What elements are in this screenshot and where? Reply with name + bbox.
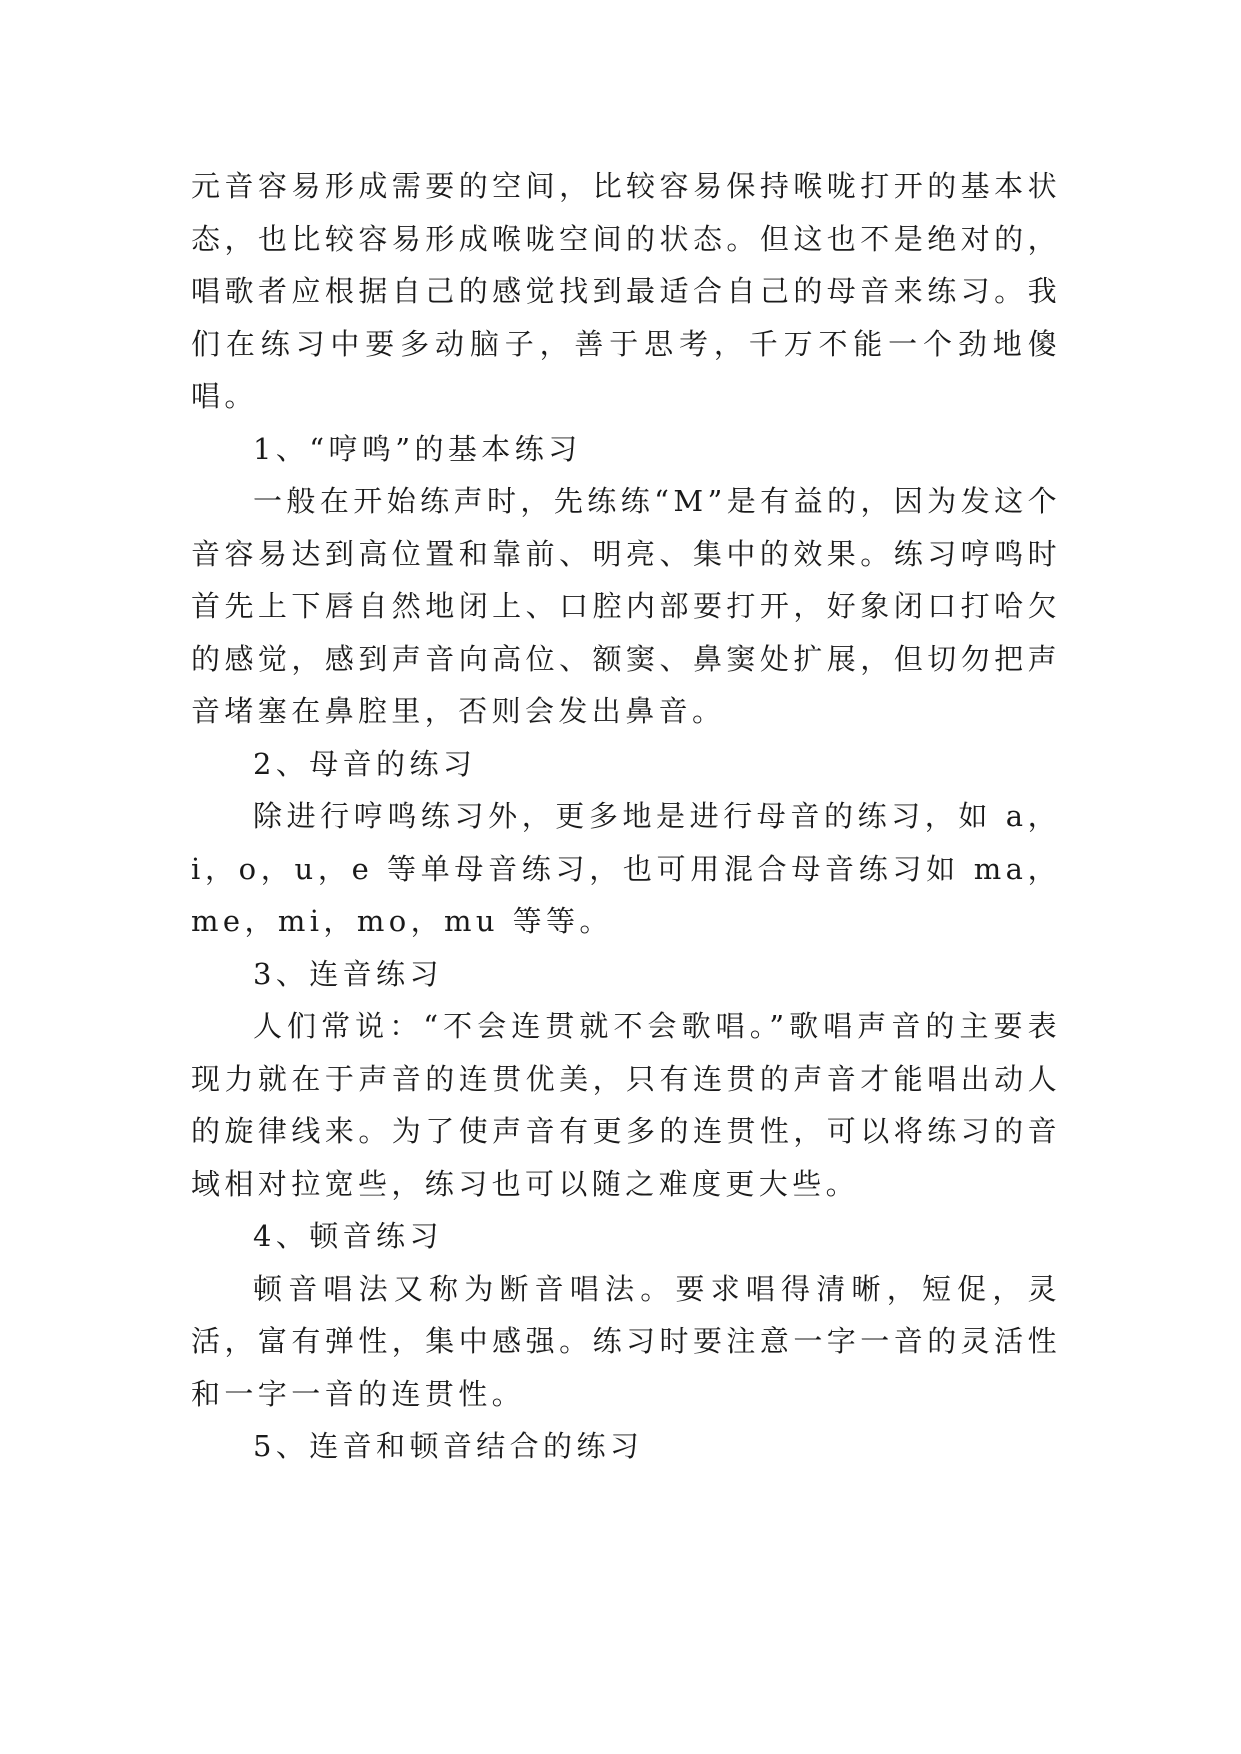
section-heading-vowels: 2、母音的练习	[253, 746, 477, 781]
document-body	[191, 160, 1061, 1473]
section-heading-humming: 1、“哼鸣”的基本练习	[253, 431, 582, 466]
paragraph-legato: 人们常说：“不会连贯就不会歌唱。”歌唱声音的主要表现力就在于声音的连贯优美，只有连贯的声音才能唱出动人的旋律线来。为了使声音有更多的连贯性，可以将练习的音域相对拉宽些，练习也可以随之难度更大些。	[191, 1009, 1061, 1201]
paragraph-vowels: 除进行哼鸣练习外，更多地是进行母音的练习，如 a，i，o，u，e 等单母音练习，也可用混合母音练习如 ma，me，mi，mo，mu 等等。	[191, 799, 1061, 938]
paragraph-intro: 元音容易形成需要的空间，比较容易保持喉咙打开的基本状态，也比较容易形成喉咙空间的状态。但这也不是绝对的，唱歌者应根据自己的感觉找到最适合自己的母音来练习。我们在练习中要多动脑子，善于思考，千万不能一个劲地傻唱。	[191, 169, 1061, 413]
section-heading-legato: 3、连音练习	[253, 956, 443, 991]
paragraph-humming: 一般在开始练声时，先练练“M”是有益的，因为发这个音容易达到高位置和靠前、明亮、集中的效果。练习哼鸣时首先上下唇自然地闭上、口腔内部要打开，好象闭口打哈欠的感觉，感到声音向高位、额窦、鼻窦处扩展，但切勿把声音堵塞在鼻腔里，否则会发出鼻音。	[191, 484, 1061, 728]
section-heading-combined: 5、连音和顿音结合的练习	[253, 1429, 644, 1463]
section-heading-staccato: 4、顿音练习	[253, 1219, 443, 1253]
paragraph-staccato: 顿音唱法又称为断音唱法。要求唱得清晰，短促，灵活，富有弹性，集中感强。练习时要注意一字一音的灵活性和一字一音的连贯性。	[191, 1271, 1061, 1411]
